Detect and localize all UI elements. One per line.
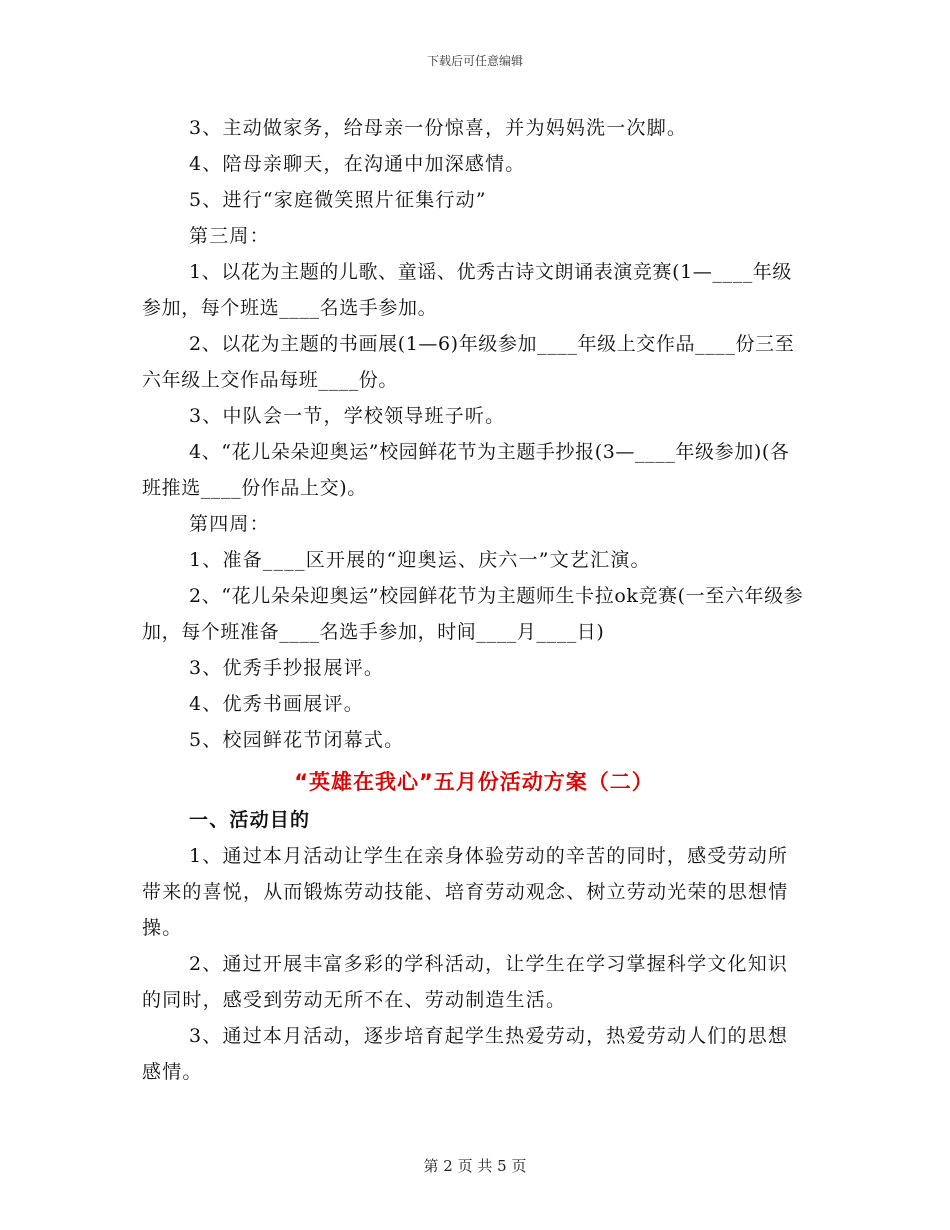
paragraph: 4、“花儿朵朵迎奥运”校园鲜花节为主题手抄报(3—____年级参加)(各班推选____份作品上交)。 [142,441,790,499]
paragraph: 5、校园鲜花节闭幕式。 [189,729,405,751]
page-header: 下载后可任意编辑 [426,54,523,68]
section-title: “英雄在我心”五月份活动方案（二） [294,770,654,794]
paragraph: 2、“花儿朵朵迎奥运”校园鲜花节为主题师生卡拉ok竞赛(一至六年级参加，每个班准备____名选手参加，时间____月____日) [142,585,804,643]
week-label: 第三周： [189,225,270,247]
paragraph: 1、通过本月活动让学生在亲身体验劳动的辛苦的同时，感受劳动所带来的喜悦，从而锻炼劳动技能、培育劳动观念、树立劳动光荣的思想情操。 [142,845,789,939]
paragraph: 1、准备____区开展的“迎奥运、庆六一”文艺汇演。 [189,549,651,571]
paragraph: 5、进行“家庭微笑照片征集行动” [189,189,487,211]
paragraph: 2、以花为主题的书画展(1—6)年级参加____年级上交作品____份三至六年级上交作品每班____份。 [142,333,795,391]
section-heading: 一、活动目的 [189,809,311,831]
page-footer: 第 2 页 共 5 页 [423,1157,527,1175]
paragraph: 3、优秀手抄报展评。 [189,657,385,679]
paragraph: 3、通过本月活动，逐步培育起学生热爱劳动，热爱劳动人们的思想感情。 [142,1025,789,1083]
document-body [142,110,806,1090]
paragraph: 1、以花为主题的儿歌、童谣、优秀古诗文朗诵表演竞赛(1—____年级参加，每个班选____名选手参加。 [142,261,792,319]
paragraph: 3、主动做家务，给母亲一份惊喜，并为妈妈洗一次脚。 [189,117,688,139]
paragraph: 2、通过开展丰富多彩的学科活动，让学生在学习掌握科学文化知识的同时，感受到劳动无所不在、劳动制造生活。 [142,953,789,1011]
week-label: 第四周： [189,513,270,535]
paragraph: 4、陪母亲聊天，在沟通中加深感情。 [189,153,526,175]
paragraph: 3、中队会一节，学校领导班子听。 [189,405,506,427]
paragraph: 4、优秀书画展评。 [189,693,364,715]
